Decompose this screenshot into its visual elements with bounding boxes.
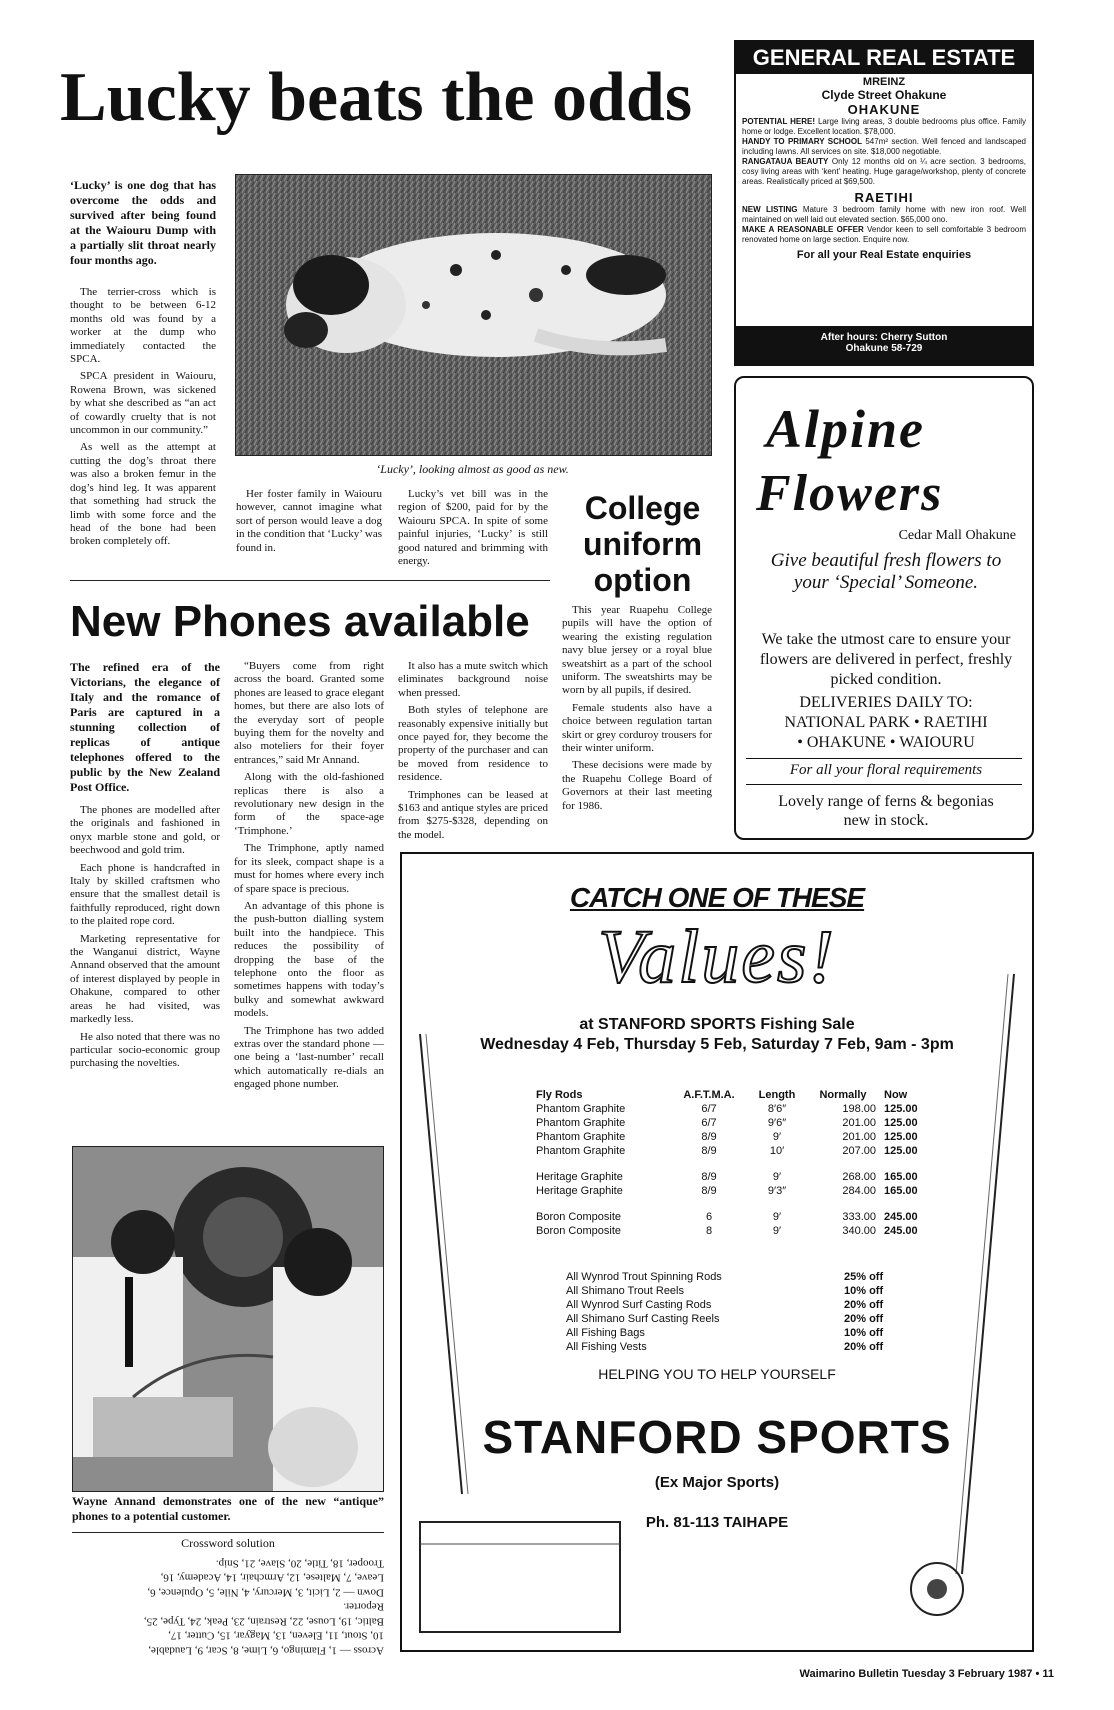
real-estate-agency: MREINZ: [862, 76, 906, 88]
cell: 245.00: [884, 1225, 918, 1237]
alpine-body: We take the utmost care to ensure your flowers are delivered in perfect, freshly picked condition.: [759, 631, 1013, 688]
phones-col2-p2: Along with the old-fashioned replicas there is also a revolutionary new design in the form of the space-age ‘Trimphone.’: [234, 771, 384, 837]
lucky-caption: ‘Lucky’, looking almost as good as new.: [376, 462, 569, 476]
listing: [742, 157, 1026, 187]
cell: 245.00: [884, 1211, 918, 1223]
cell: 8/9: [701, 1131, 717, 1143]
cell: 8/9: [701, 1171, 717, 1183]
crossword-line-3: Baltic, 19, Louse, 22, Restrain, 23, Peak, 24, Type, 25,: [143, 1615, 384, 1628]
phones-col3-p3: Trimphones can be leased at $163 and antique styles are priced from $275-$328, depending on the model.: [398, 788, 548, 841]
cell: 10′: [769, 1145, 785, 1157]
college-headline-line1: College: [584, 490, 701, 526]
lucky-col2: Her foster family in Waiouru however, cannot imagine what sort of person would leave a dog in the condition that ‘Lucky’ was found in.: [236, 488, 382, 554]
cell: Phantom Graphite: [536, 1145, 626, 1157]
cell: Heritage Graphite: [536, 1171, 623, 1183]
cell: 207.00: [842, 1145, 876, 1157]
crossword-line-2: 10, Stout, 11, Eleven, 13, Magyar, 15, Cutter, 17,: [168, 1630, 384, 1642]
cell: 9′: [772, 1225, 782, 1237]
stanford-sale-line1: at STANFORD SPORTS Fishing Sale: [579, 1016, 855, 1033]
real-estate-address: Clyde Street Ohakune: [821, 88, 947, 102]
table-row: [562, 1326, 887, 1340]
phones-col1-p3: Marketing representative for the Wanganui district, Wayne Annand observed that the amount of interest displayed by people in Ohakune, compared to other areas he had visited, was markedly less.: [70, 932, 220, 1026]
real-estate-town-ohakune: OHAKUNE: [847, 102, 921, 117]
phones-col1-p4: He also noted that there was no particular socio-economic group purchasing the novelties.: [70, 1030, 220, 1070]
listing-text: Large living areas, 3 double bedrooms plus office. Family home or lodge. Excellent location. $78,000.: [742, 117, 1026, 136]
cell: 8/9: [701, 1145, 717, 1157]
listing: [742, 225, 1026, 245]
cell: Phantom Graphite: [536, 1103, 626, 1115]
real-estate-listings-raetihi: [736, 205, 1032, 245]
college-headline-line2: uniform: [582, 526, 703, 562]
phones-col3-p2: Both styles of telephone are reasonably expensive initially but once payed for, they become the property of the purchaser and can be moved from residence to residence.: [398, 704, 548, 784]
cell: 8′6″: [767, 1103, 787, 1115]
listing-title: NEW LISTING: [742, 205, 798, 214]
page-footer: Waimarino Bulletin Tuesday 3 February 1987 • 11: [799, 1668, 1054, 1680]
phones-lead: The refined era of the Victorians, the elegance of Italy and the romance of Paris are captured in a stunning collection of replicas of antique telephones offered to the public by the New Zealand Post Office.: [70, 660, 220, 794]
lucky-col3: Lucky’s vet bill was in the region of $200, paid for by the Waiouru SPCA. In spite of some painful injuries, ‘Lucky’ is still good natured and brimming with energy.: [398, 488, 548, 568]
college-body: [562, 604, 712, 817]
cell: 201.00: [842, 1117, 876, 1129]
listing-text: Mature 3 bedroom family home with new iron roof. Well maintained on well laid out elevated section. $65,000 ono.: [742, 205, 1026, 224]
alpine-deliveries: DELIVERIES DAILY TO:: [799, 694, 973, 711]
cell: 333.00: [842, 1211, 876, 1223]
phones-col2: [234, 660, 384, 1096]
table-row: [532, 1116, 948, 1130]
cell: All Shimano Surf Casting Reels: [566, 1313, 720, 1325]
phones-col2-p1: “Buyers come from right across the board. Granted some phones are leased to grace elegant homes, but there are also lots of the everyday sort of people buying them for the novelty and also moteliers for their foyer entrances,” said Mr Annand.: [234, 660, 384, 766]
alpine-places-1: NATIONAL PARK • RAETIHI: [784, 714, 988, 731]
table-row: [532, 1102, 948, 1116]
cell: 6: [705, 1211, 713, 1223]
alpine-divider-2: [746, 784, 1022, 785]
phones-caption: Wayne Annand demonstrates one of the new “antique” phones to a potential customer.: [72, 1494, 384, 1523]
real-estate-after-hours: After hours: Cherry Sutton: [820, 332, 948, 343]
alpine-flowers-ad: [734, 376, 1034, 840]
listing-title: MAKE A REASONABLE OFFER: [742, 225, 864, 234]
listing: [742, 137, 1026, 157]
cell: 10% off: [844, 1327, 884, 1339]
alpine-floral: For all your floral requirements: [789, 762, 983, 778]
cell: 9′3″: [767, 1185, 787, 1197]
phones-col2-p4: An advantage of this phone is the push-button dialling system built into the handpiece. This reduces the possibility of dropping the base of the telephone onto the floor as sometimes happens with today’s bulky and somewhat awkward models.: [234, 899, 384, 1020]
stanford-ad: [400, 852, 1034, 1652]
table-row: [562, 1312, 887, 1326]
real-estate-town-raetihi: RAETIHI: [854, 190, 914, 205]
listing-title: POTENTIAL HERE!: [742, 117, 816, 126]
cell: 198.00: [842, 1103, 876, 1115]
listing: [742, 117, 1026, 137]
cell: 25% off: [844, 1271, 884, 1283]
listing-title: HANDY TO PRIMARY SCHOOL: [742, 137, 862, 146]
cell: 9′: [772, 1171, 782, 1183]
table-row: [562, 1284, 887, 1298]
crossword-line-4: Reporter.: [343, 1601, 384, 1613]
stanford-helping: HELPING YOU TO HELP YOURSELF: [598, 1366, 836, 1382]
phones-col2-p5: The Trimphone has two added extras over the standard phone — one being a ‘last-number’ recall which automatically re-dials an engaged phone number.: [234, 1024, 384, 1091]
cell: 268.00: [842, 1171, 876, 1183]
stanford-name: STANFORD SPORTS: [482, 1411, 952, 1463]
real-estate-ad: [734, 40, 1034, 366]
cell: Boron Composite: [536, 1225, 621, 1237]
crossword-line-7: Trooper, 18, Title, 20, Slave, 21, Snip.: [215, 1557, 384, 1570]
table-row: [562, 1270, 887, 1284]
cell: 165.00: [884, 1185, 918, 1197]
rods-table: [532, 1088, 948, 1238]
listing-text: Vendor keen to sell comfortable 3 bedroom renovated home on large section. Enquire now.: [742, 225, 1026, 244]
cell: 8: [705, 1225, 713, 1237]
table-row: [532, 1170, 948, 1184]
lucky-col1-p1: The terrier-cross which is thought to be between 6-12 months old was found by a worker at the dump who immediately contacted the SPCA.: [70, 286, 216, 366]
phones-photo: [72, 1146, 384, 1492]
stanford-values: Values!: [598, 915, 836, 999]
alpine-location: Cedar Mall Ohakune: [898, 528, 1016, 543]
cell: 125.00: [884, 1117, 918, 1129]
cell: All Wynrod Trout Spinning Rods: [566, 1271, 722, 1283]
rods-col-aftma: A.F.T.M.A.: [683, 1089, 735, 1101]
cell: Phantom Graphite: [536, 1117, 626, 1129]
rods-col-now: Now: [884, 1089, 908, 1101]
phones-col3: [398, 660, 548, 846]
discounts-table: [562, 1270, 887, 1354]
crossword-solution: [72, 1556, 384, 1658]
cell: 6/7: [701, 1103, 717, 1115]
crossword-line-6: Leave, 7, Maltese, 12, Armchair, 14, Academy, 16,: [160, 1572, 384, 1584]
table-row: [562, 1340, 887, 1354]
cell: 9′6″: [767, 1117, 787, 1129]
cell: 8/9: [701, 1185, 717, 1197]
rods-col-name: Fly Rods: [536, 1089, 583, 1101]
cell: 165.00: [884, 1171, 918, 1183]
stanford-formerly: (Ex Major Sports): [654, 1474, 780, 1491]
phones-col1-p2: Each phone is handcrafted in Italy by skilled craftsmen who ensure that the smallest detail is faithfully reproduced, right down to the plaited rope cord.: [70, 861, 220, 928]
real-estate-enquiries: For all your Real Estate enquiries: [796, 249, 972, 261]
real-estate-after-hours-box: [736, 326, 1032, 364]
college-headline-line3: option: [593, 562, 692, 598]
rods-header-row: [532, 1088, 948, 1102]
college-p2: Female students also have a choice between regulation tartan skirt or grey corduroy trousers for their winter uniform.: [562, 701, 712, 755]
cell: 9′: [772, 1131, 782, 1143]
listing-text: 547m² section. Well fenced and landscaped including lawns. All services on site. $18,000 negotiable.: [742, 137, 1027, 156]
crossword-rule: [72, 1532, 384, 1533]
phone-demo-illustration: [73, 1147, 383, 1491]
crossword-title: Crossword solution: [181, 1536, 275, 1550]
college-p3: These decisions were made by the Ruapehu College Board of Governors at their last meeting for 1986.: [562, 759, 712, 812]
listing-title: RANGATAUA BEAUTY: [742, 157, 829, 166]
table-spacer: [532, 1198, 948, 1210]
cell: 201.00: [842, 1131, 876, 1143]
phones-headline: New Phones available: [70, 597, 530, 646]
cell: 340.00: [842, 1225, 876, 1237]
alpine-tagline: Give beautiful fresh flowers to your ‘Special’ Someone.: [770, 550, 1002, 593]
phones-col1-p1: The phones are modelled after the originals and fashioned in onyx marble stone and gold, or beechwood and gold trim.: [70, 804, 220, 857]
real-estate-listings-ohakune: [736, 117, 1032, 187]
cell: All Wynrod Surf Casting Rods: [566, 1299, 712, 1311]
stanford-sale-line2: Wednesday 4 Feb, Thursday 5 Feb, Saturday 7 Feb, 9am - 3pm: [480, 1036, 954, 1053]
lucky-col1: [70, 286, 216, 553]
alpine-places-2: • OHAKUNE • WAIOURU: [797, 734, 975, 751]
cell: 20% off: [844, 1299, 884, 1311]
college-p1: This year Ruapehu College pupils will have the option of wearing the existing regulation navy blue jersey or a royal blue sweatshirt as a part of the school uniform. The sweatshirts may be worn by all pupils, if desired.: [562, 604, 712, 697]
lucky-lead: ‘Lucky’ is one dog that has overcome the odds and survived after being found at the Waiouru Dump with a partially slit throat nearly four months ago.: [70, 178, 216, 267]
rods-col-normally: Normally: [819, 1089, 867, 1101]
table-row: [532, 1184, 948, 1198]
table-row: [532, 1130, 948, 1144]
stanford-phone: Ph. 81-113 TAIHAPE: [645, 1514, 789, 1531]
cell: 6/7: [701, 1117, 717, 1129]
cell: 20% off: [844, 1341, 884, 1353]
phones-col2-p3: The Trimphone, aptly named for its sleek, compact shape is a must for homes where every inch of spare space is precious.: [234, 842, 384, 895]
table-row: [532, 1144, 948, 1158]
lucky-dog-photo: [235, 174, 712, 456]
stanford-catch: CATCH ONE OF THESE: [569, 882, 865, 913]
crossword-line-1: Across — 1, Flamingo, 6, Lime, 8, Scar, 9, Laudable,: [148, 1644, 384, 1657]
alpine-name-line2: Flowers: [756, 465, 944, 522]
cell: Heritage Graphite: [536, 1185, 623, 1197]
cell: 284.00: [842, 1185, 876, 1197]
alpine-ferns: Lovely range of ferns & begonias new in stock.: [778, 793, 994, 829]
listing: [742, 205, 1026, 225]
alpine-divider: [746, 758, 1022, 759]
cell: 125.00: [884, 1131, 918, 1143]
phones-col3-p1: It also has a mute switch which eliminates background noise when pressed.: [398, 660, 548, 699]
cell: 125.00: [884, 1103, 918, 1115]
cell: All Shimano Trout Reels: [566, 1285, 684, 1297]
dog-illustration: [236, 175, 711, 455]
cell: 9′: [772, 1211, 782, 1223]
college-headline: [560, 490, 725, 598]
table-spacer: [532, 1158, 948, 1170]
cell: Boron Composite: [536, 1211, 621, 1223]
table-row: [532, 1210, 948, 1224]
real-estate-phone: Ohakune 58-729: [845, 343, 923, 354]
cell: All Fishing Vests: [566, 1341, 647, 1353]
phones-col1: [70, 804, 220, 1075]
lucky-col1-p3: As well as the attempt at cutting the dog’s throat there was also a broken femur in the dog’s hind leg. It was apparent that something had struck the limb with some force and the head of the bone had been broken completely off.: [70, 441, 216, 548]
lucky-divider: [70, 580, 550, 581]
lucky-col1-p2: SPCA president in Waiouru, Rowena Brown, was sickened by what she described as “an act of cowardly cruelty that is not uncommon in our community.”: [70, 370, 216, 437]
real-estate-header: GENERAL REAL ESTATE: [736, 42, 1032, 74]
cell: 125.00: [884, 1145, 918, 1157]
listing-text: Only 12 months old on ¼ acre section. 3 bedrooms, cosy living areas with ‘kent’ heating. Huge garage/workshop, plenty of concrete areas. Realistically priced at $69,500.: [742, 157, 1026, 186]
table-row: [562, 1298, 887, 1312]
cell: 10% off: [844, 1285, 884, 1297]
cell: 20% off: [844, 1313, 884, 1325]
cell: Phantom Graphite: [536, 1131, 626, 1143]
alpine-name-line1: Alpine: [766, 399, 926, 459]
table-row: [532, 1224, 948, 1238]
cell: All Fishing Bags: [566, 1327, 645, 1339]
rods-col-length: Length: [758, 1089, 796, 1101]
crossword-line-5: Down — 2, Licit, 3, Mercury, 4, Nile, 5, Opulence, 6,: [147, 1586, 384, 1599]
lucky-headline: Lucky beats the odds: [60, 59, 693, 136]
